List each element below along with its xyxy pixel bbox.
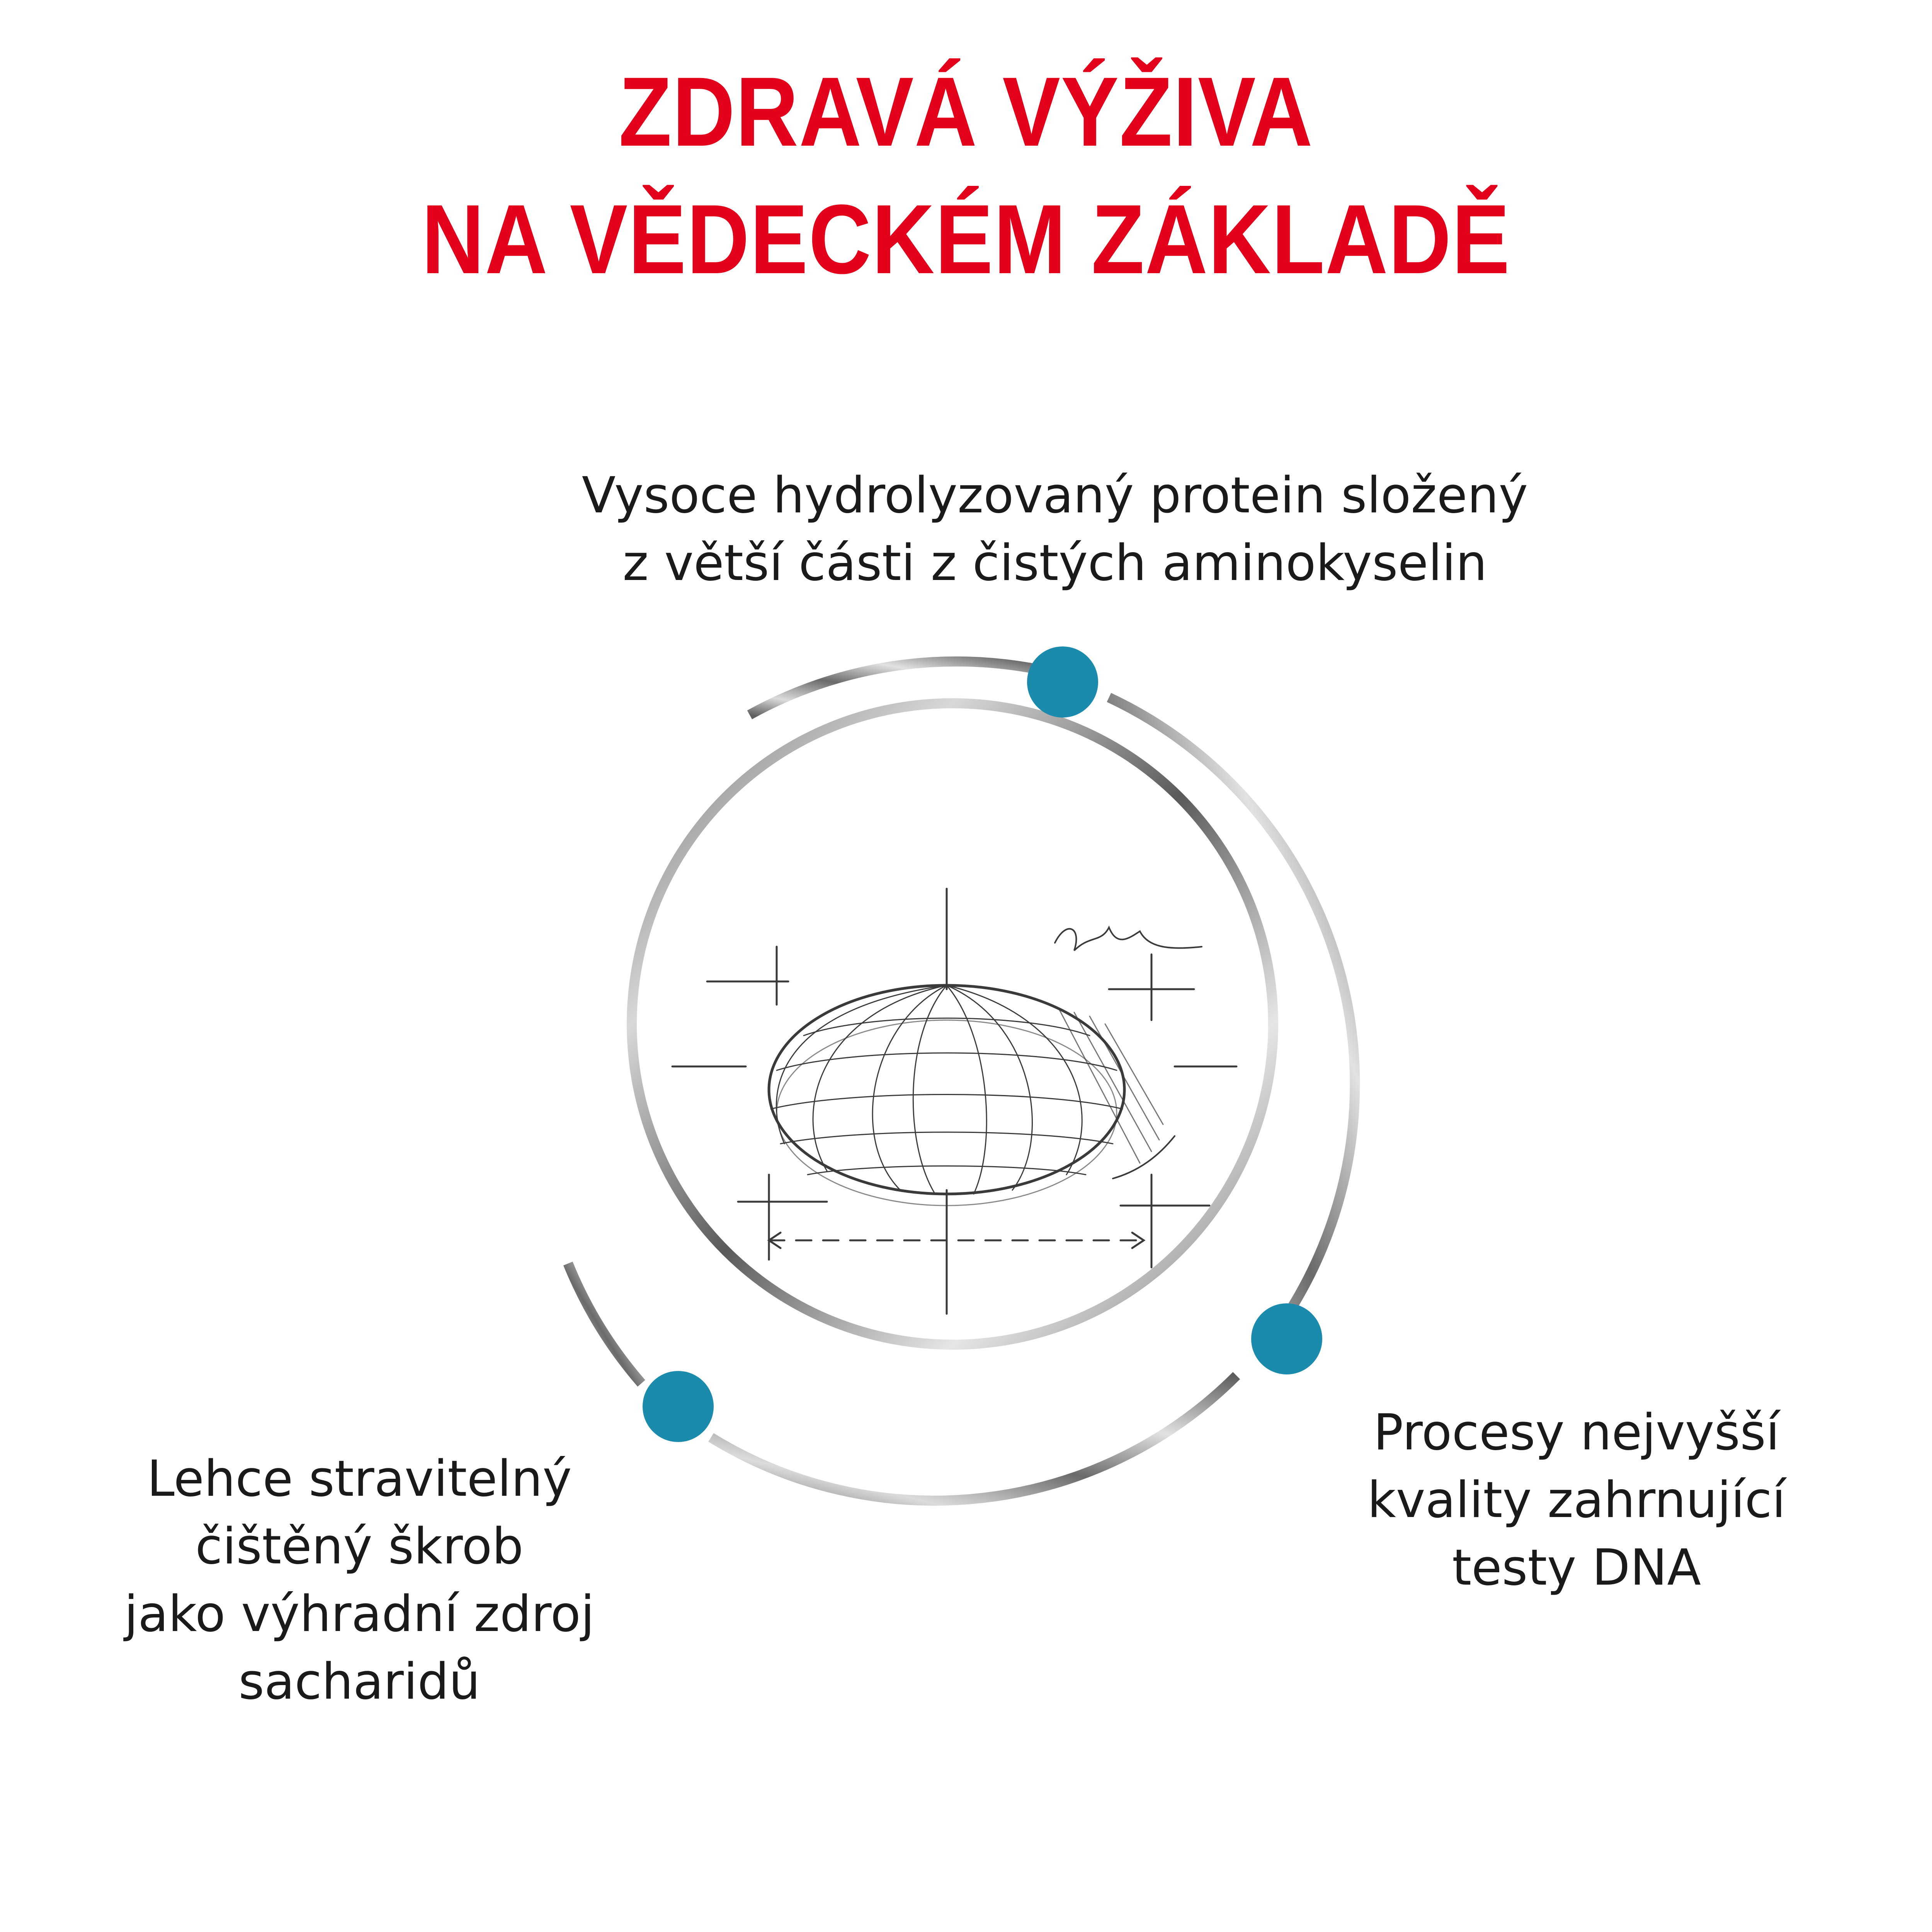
outer-arc-bottom <box>711 1376 1236 1501</box>
benefit-protein-line: Vysoce hydrolyzovaný protein složený <box>582 467 1528 524</box>
benefit-starch-line: sacharidů <box>238 1653 480 1711</box>
benefit-quality-line: testy DNA <box>1452 1539 1701 1597</box>
outer-arc-right <box>1109 697 1355 1321</box>
benefit-protein-line: z větší části z čistých aminokyselin <box>622 534 1487 592</box>
benefit-starch-line: Lehce stravitelný <box>147 1450 572 1508</box>
headline-line-2: NA VĚDECKÉM ZÁKLADĚ <box>422 184 1510 294</box>
benefit-starch-line: jako výhradní zdroj <box>124 1585 595 1643</box>
headline-line-1: ZDRAVÁ VÝŽIVA <box>619 57 1313 167</box>
benefit-quality-line: kvality zahrnující <box>1367 1471 1786 1529</box>
benefit-quality-line: Procesy nejvyšší <box>1373 1404 1780 1461</box>
marker-left <box>643 1371 714 1442</box>
kibble-sketch-icon <box>672 889 1236 1314</box>
outer-arc-left <box>568 1264 641 1383</box>
benefit-starch-line: čištěný škrob <box>195 1518 524 1575</box>
marker-top <box>1027 646 1098 718</box>
marker-right <box>1251 1303 1322 1374</box>
inner-ring <box>632 703 1273 1345</box>
